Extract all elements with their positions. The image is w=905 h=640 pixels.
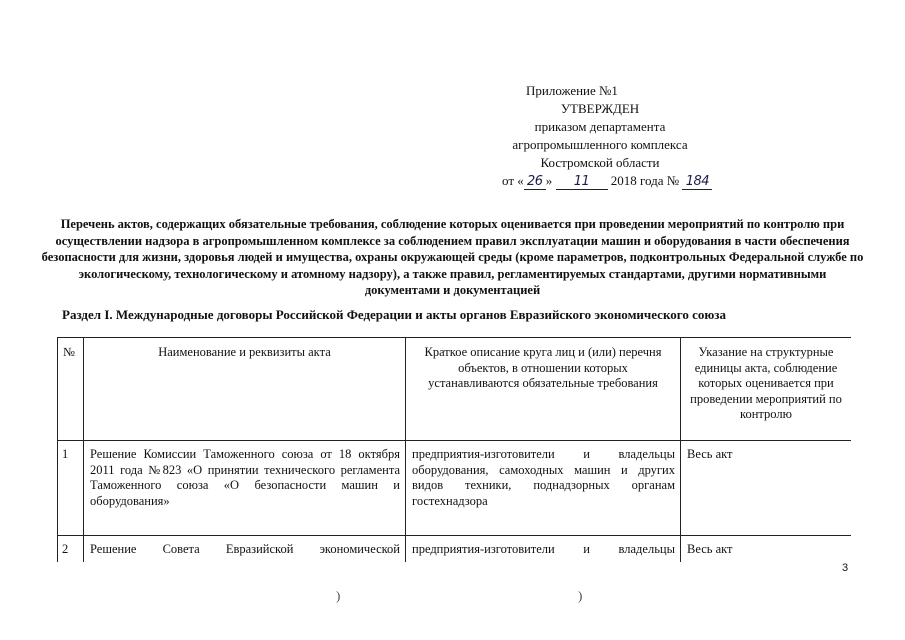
order-month: 11	[556, 174, 608, 190]
approval-block	[480, 82, 720, 190]
order-line-3: Костромской области	[540, 155, 660, 170]
section-title: Раздел I. Международные договоры Российской Федерации и акты органов Евразийского экономического союза	[62, 307, 727, 322]
order-day: 26	[524, 174, 546, 190]
acts-table	[57, 337, 851, 562]
header-num: №	[58, 338, 84, 441]
table-row	[58, 536, 852, 563]
order-line-1: приказом департамента	[534, 119, 666, 134]
row-units: Весь акт	[681, 441, 852, 536]
appendix-label: Приложение №1	[526, 83, 618, 98]
date-mid: »	[545, 173, 553, 188]
header-units: Указание на структурные единицы акта, соблюдение которых оценивается при проведении мероприятий по контролю	[681, 338, 852, 441]
header-scope: Краткое описание круга лиц и (или) перечня объектов, в отношении которых устанавливаются обязательные требования	[406, 338, 681, 441]
order-line-2: агропромышленного комплекса	[512, 137, 688, 152]
header-act-name: Наименование и реквизиты акта	[84, 338, 406, 441]
row-num: 2	[58, 536, 84, 563]
date-prefix: от «	[502, 173, 524, 188]
row-units: Весь акт	[681, 536, 852, 563]
order-number: 184	[682, 174, 712, 190]
acts-table-container	[57, 337, 851, 562]
row-num: 1	[58, 441, 84, 536]
row-scope: предприятия-изготовители и владельцы оборудования, самоходных машин и других видов техники, поднадзорных органам гостехнадзора	[406, 441, 681, 536]
page-number: 3	[842, 562, 849, 574]
row-scope: предприятия-изготовители и владельцы	[406, 536, 681, 563]
table-header-row	[58, 338, 852, 441]
row-act-name: Решение Комиссии Таможенного союза от 18 октября 2011 года №823 «О принятии технического регламента Таможенного союза «О безопасности машин и оборудования»	[84, 441, 406, 536]
document-title: Перечень актов, содержащих обязательные требования, соблюдение которых оценивается при проведении мероприятий по контролю при осуществлении надзора в агропромышленном комплексе за соблюдением правил эксплуатации машин и оборудования в части обеспечения безопасности для жизни, здоровья людей и имущества, охраны окружающей среды (кроме параметров, подконтрольных Федеральной службе по экологическому, технологическому и атомному надзору), а также правил, регламентируемых стандартами, другими нормативными документами и документацией	[41, 217, 864, 297]
row-act-name: Решение Совета Евразийской экономической	[84, 536, 406, 563]
order-date-line	[480, 172, 720, 190]
margin-mark: )	[578, 588, 583, 603]
margin-mark: )	[336, 588, 341, 603]
approved-label: УТВЕРЖДЕН	[560, 101, 640, 116]
year-text: 2018 года №	[610, 173, 680, 188]
table-row	[58, 441, 852, 536]
